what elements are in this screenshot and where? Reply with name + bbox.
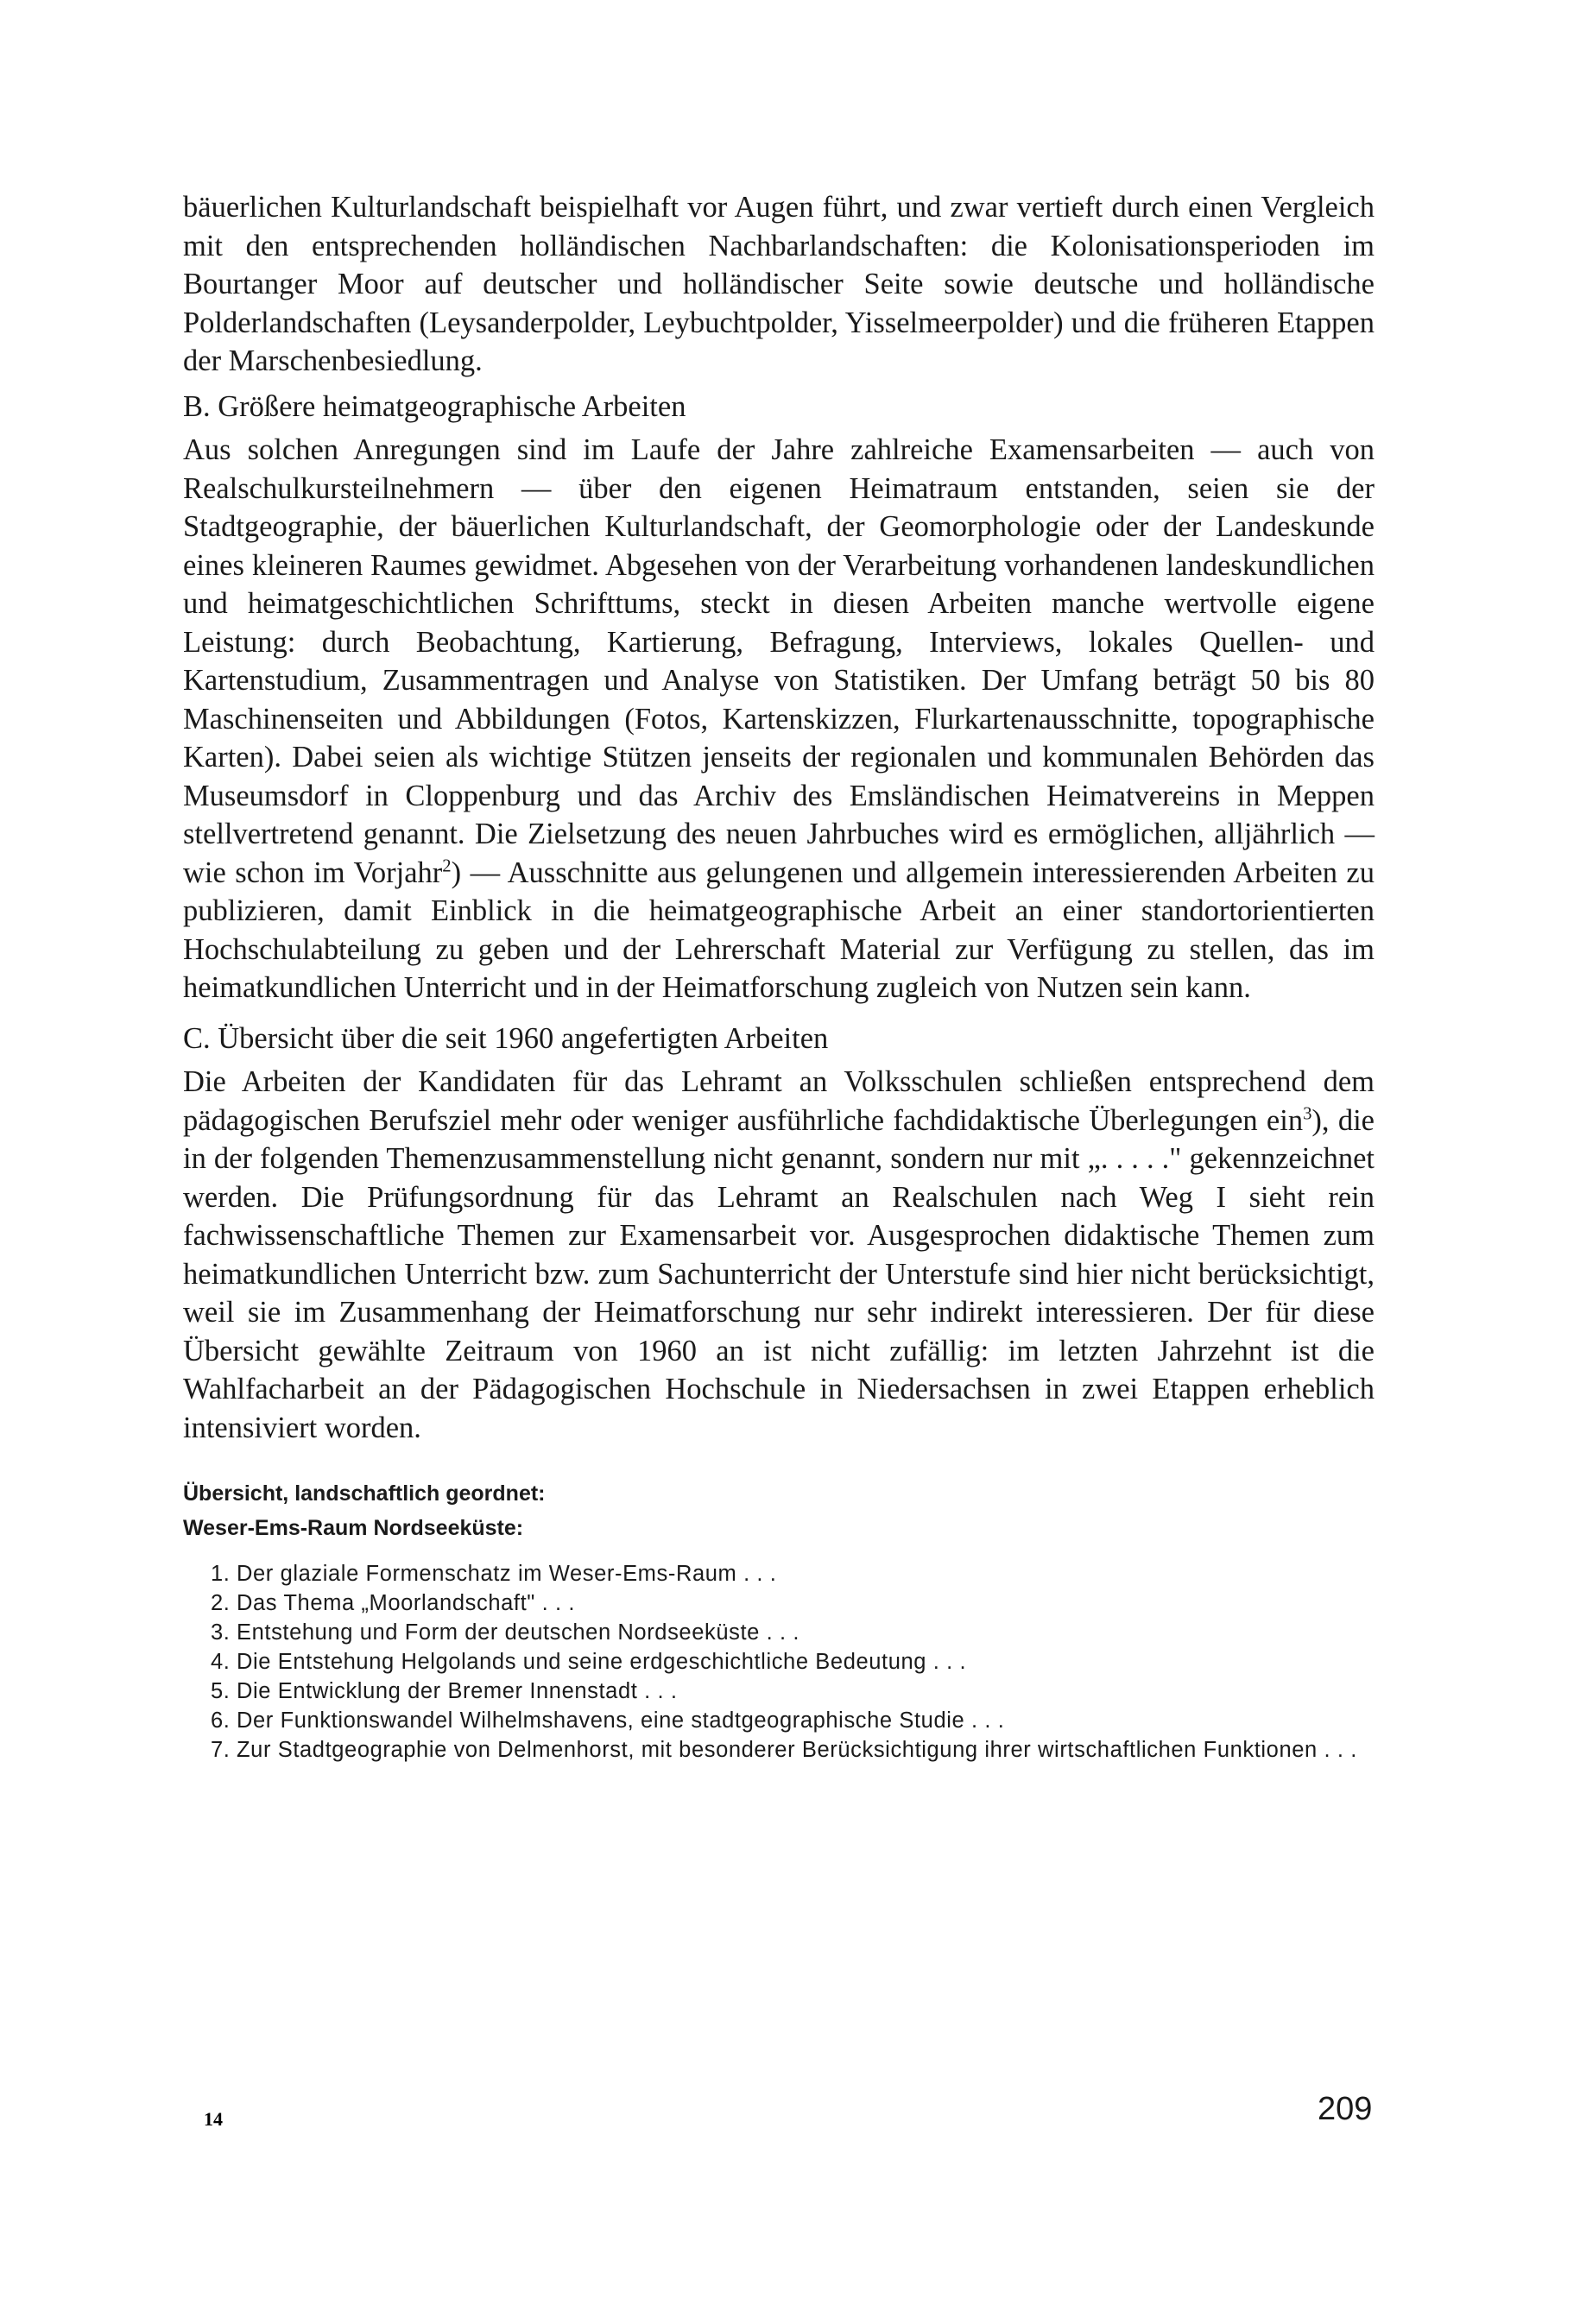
list-item-text: Der glaziale Formenschatz im Weser-Ems-Raum . . .	[237, 1562, 777, 1586]
section-c-heading: C. Übersicht über die seit 1960 angefertigten Arbeiten	[183, 1021, 829, 1055]
list-item	[183, 1677, 1375, 1706]
list-item	[183, 1588, 1375, 1618]
list-item-text: Die Entwicklung der Bremer Innenstadt . . .	[237, 1679, 678, 1703]
list-item-text: Die Entstehung Helgolands und seine erdgeschichtliche Bedeutung . . .	[237, 1650, 967, 1674]
section-c-paragraph	[183, 1063, 1375, 1447]
section-c-text-1: Die Arbeiten der Kandidaten für das Lehramt an Volksschulen schließen entsprechend dem pädagogischen Berufsziel mehr oder weniger ausführliche fachdidaktische Überlegungen ein	[183, 1065, 1375, 1137]
page-body	[183, 188, 1375, 1765]
list-item-number: 2.	[211, 1591, 231, 1615]
page-number: 209	[1318, 2091, 1373, 2127]
list-item	[183, 1735, 1375, 1765]
list-item	[183, 1618, 1375, 1647]
footnote-ref-2: 2	[442, 856, 452, 875]
list-item-text: Zur Stadtgeographie von Delmenhorst, mit besonderer Berücksichtigung ihrer wirtschaftlichen Funktionen . . .	[237, 1738, 1357, 1762]
list-item-text: Entstehung und Form der deutschen Nordseeküste . . .	[237, 1620, 800, 1645]
list-item-number: 5.	[211, 1679, 231, 1703]
overview-title: Übersicht, landschaftlich geordnet:	[183, 1481, 546, 1506]
list-item-number: 1.	[211, 1562, 231, 1586]
overview-list	[183, 1559, 1375, 1765]
list-item-number: 7.	[211, 1738, 231, 1762]
section-b-text-2: ) — Ausschnitte aus gelungenen und allgemein interessierenden Arbeiten zu publizieren, damit Einblick in die heimatgeographische Arbeit an einer standortorientierten Hochschulabteilung zu geben und der Lehrerschaft Material zur Verfügung zu stellen, das im heimatkundlichen Unterricht und in der Heimatforschung zugleich von Nutzen sein kann.	[183, 856, 1375, 1004]
list-item-text: Das Thema „Moorlandschaft" . . .	[237, 1591, 576, 1615]
list-item	[183, 1559, 1375, 1588]
overview-section	[183, 1476, 1375, 1765]
section-b-paragraph	[183, 431, 1375, 1007]
list-item	[183, 1647, 1375, 1677]
list-item-number: 3.	[211, 1620, 231, 1645]
list-item-text: Der Funktionswandel Wilhelmshavens, eine stadtgeographische Studie . . .	[237, 1708, 1005, 1733]
list-item-number: 4.	[211, 1650, 231, 1674]
footnote-ref-3: 3	[1303, 1104, 1312, 1123]
section-c-text-2: ), die in der folgenden Themenzusammenstellung nicht genannt, sondern nur mit „. . . . ." gekennzeichnet werden. Die Prüfungsordnung für das Lehramt an Realschulen nach Weg I sieht rein fachwissenschaftliche Themen zur Examensarbeit vor. Ausgesprochen didaktische Themen zum heimatkundlichen Unterricht bzw. zum Sachunterricht der Unterstufe sind hier nicht berücksichtigt, weil sie im Zusammenhang der Heimatforschung nur sehr indirekt interessieren. Der für diese Übersicht gewählte Zeitraum von 1960 an ist nicht zufällig: im letzten Jahrzehnt ist die Wahlfacharbeit an der Pädagogischen Hochschule in Niedersachsen in zwei Etappen erheblich intensiviert worden.	[183, 1103, 1375, 1444]
intro-paragraph: bäuerlichen Kulturlandschaft beispielhaft vor Augen führt, und zwar vertieft durch einen Vergleich mit den entsprechenden holländischen Nachbarlandschaften: die Kolonisationsperioden im Bourtanger Moor auf deutscher und holländischer Seite sowie deutsche und holländische Polderlandschaften (Leysanderpolder, Leybuchtpolder, Yisselmeerpolder) und die früheren Etappen der Marschenbesiedlung.	[183, 191, 1375, 377]
section-b-text-1: Aus solchen Anregungen sind im Laufe der Jahre zahlreiche Examensarbeiten — auch von Realschulkursteilnehmern — über den eigenen Heimatraum entstanden, seien sie der Stadtgeographie, der bäuerlichen Kulturlandschaft, der Geomorphologie oder der Landeskunde eines kleineren Raumes gewidmet. Abgesehen von der Verarbeitung vorhandenen landeskundlichen und heimatgeschichtlichen Schrifttums, steckt in diesen Arbeiten manche wertvolle eigene Leistung: durch Beobachtung, Kartierung, Befragung, Interviews, lokales Quellen- und Kartenstudium, Zusammentragen und Analyse von Statistiken. Der Umfang beträgt 50 bis 80 Maschinenseiten und Abbildungen (Fotos, Kartenskizzen, Flurkartenausschnitte, topographische Karten). Dabei seien als wichtige Stützen jenseits der regionalen und kommunalen Behörden das Museumsdorf in Cloppenburg und das Archiv des Emsländischen Heimatvereins in Meppen stellvertretend genannt. Die Zielsetzung des neuen Jahrbuches wird es ermöglichen, alljährlich — wie schon im Vorjahr	[183, 433, 1375, 889]
printer-signature: 14	[204, 2108, 223, 2130]
section-b-heading: B. Größere heimatgeographische Arbeiten	[183, 389, 686, 423]
overview-subtitle: Weser-Ems-Raum Nordseeküste:	[183, 1516, 524, 1540]
list-item-number: 6.	[211, 1708, 231, 1733]
list-item	[183, 1706, 1375, 1735]
